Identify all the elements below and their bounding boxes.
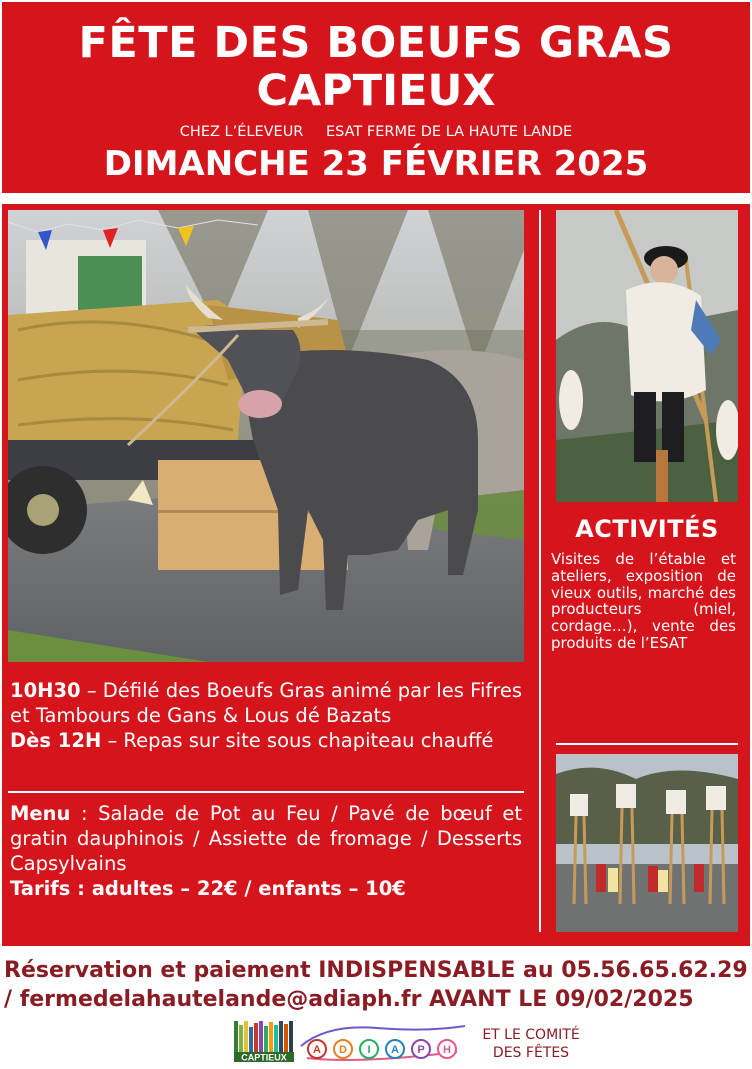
shepherd-photo	[556, 210, 738, 502]
comite-des-fetes	[472, 1026, 590, 1062]
location-right: ESAT FERME DE LA HAUTE LANDE	[326, 124, 573, 140]
captieux-logo-text: CAPTIEUX	[241, 1052, 287, 1063]
tarifs	[10, 876, 522, 901]
title-line1: FÊTE DES BOEUFS GRAS	[78, 18, 674, 68]
activities-divider	[556, 743, 738, 745]
header-banner	[2, 2, 750, 193]
vertical-divider	[539, 210, 541, 932]
reservation-line2: / fermedelahautelande@adiaph.fr AVANT LE 09/02/2025	[4, 987, 694, 1012]
adiaph-letter: A	[313, 1044, 321, 1056]
program-item-repas	[10, 728, 522, 753]
program-time-1030: 10H30	[10, 679, 81, 702]
program-text-repas: – Repas sur site sous chapiteau chauffé	[101, 729, 494, 752]
activities-text: Visites de l’étable et ateliers, exposition de vieux outils, marché des producteurs (miel, cordage…), vente des produits de l’ESAT	[551, 550, 736, 652]
comite-line1: ET LE COMITÉ	[482, 1027, 580, 1043]
adiaph-logo	[297, 1020, 469, 1064]
ox-photo	[8, 210, 524, 662]
adiaph-letter: A	[391, 1044, 399, 1056]
menu-block	[10, 801, 522, 901]
menu-text: : Salade de Pot au Feu / Pavé de bœuf et gratin dauphinois / Assiette de fromage / Desserts Capsylvains	[10, 802, 522, 875]
adiaph-letter: I	[367, 1044, 371, 1056]
reservation-line1: Réservation et paiement INDISPENSABLE au 05.56.65.62.29	[4, 958, 748, 983]
stilt-walkers-photo	[556, 754, 738, 932]
tarifs-text: Tarifs : adultes – 22€ / enfants – 10€	[10, 877, 406, 900]
menu-divider	[8, 791, 524, 793]
program-block	[10, 678, 522, 753]
adiaph-letter: P	[417, 1044, 425, 1056]
menu-item	[10, 801, 522, 876]
captieux-logo	[234, 1021, 294, 1065]
comite-line2: DES FÊTES	[492, 1045, 570, 1061]
program-text-defile: – Défilé des Boeufs Gras animé par les Fifres et Tambours de Gans & Lous dé Bazats	[10, 679, 522, 727]
location-left: CHEZ L’ÉLEVEUR	[179, 124, 304, 140]
program-time-12h: Dès 12H	[10, 729, 102, 752]
activities-title: ACTIVITÉS	[575, 515, 719, 543]
adiaph-letter: H	[443, 1044, 451, 1056]
location-line	[2, 123, 750, 141]
program-item-defile	[10, 678, 522, 728]
title-line2: CAPTIEUX	[256, 66, 496, 116]
adiaph-letter: D	[339, 1044, 347, 1056]
menu-label: Menu	[10, 802, 71, 825]
event-date: DIMANCHE 23 FÉVRIER 2025	[103, 144, 649, 184]
